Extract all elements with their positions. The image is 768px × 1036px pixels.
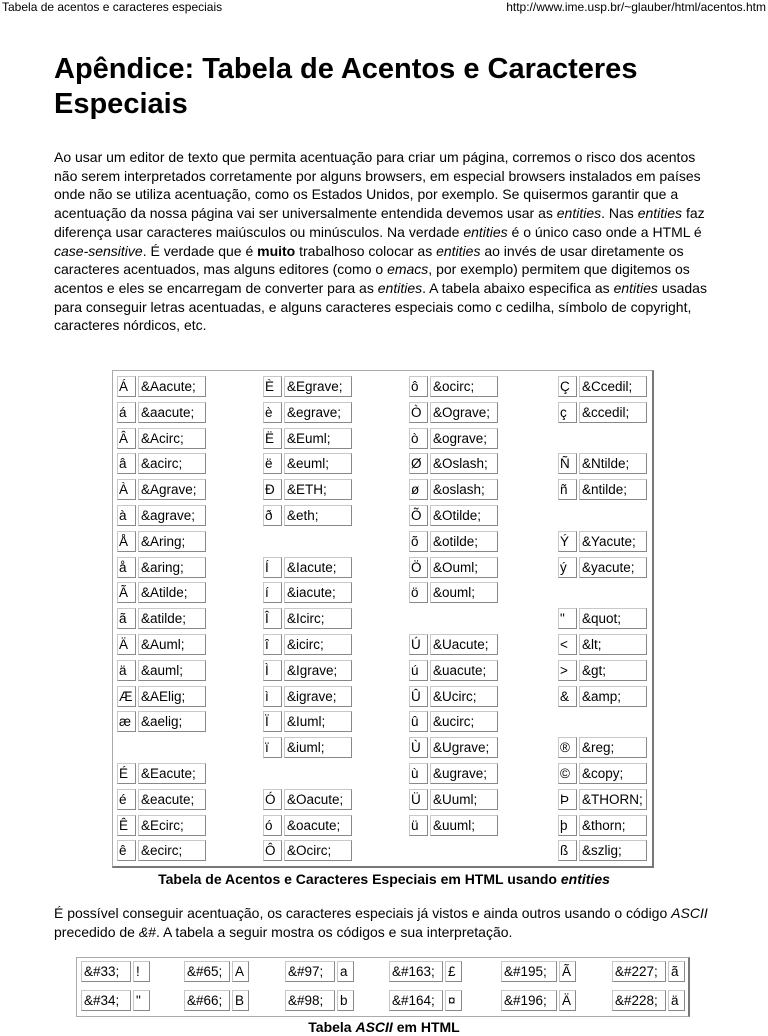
entity-character: Â — [117, 428, 136, 449]
ascii-table-row — [77, 988, 688, 1014]
entity-character: ñ — [558, 479, 577, 500]
entity-character: ì — [263, 686, 282, 707]
intro-segment: entities — [556, 205, 602, 222]
entity-character: Ò — [409, 402, 428, 423]
entity-code: &Eacute; — [138, 763, 206, 784]
entity-character: ß — [558, 840, 577, 861]
entity-table-row — [113, 658, 652, 684]
entity-character: Ê — [117, 815, 136, 836]
entity-character: ú — [409, 660, 428, 681]
entity-character: î — [263, 634, 282, 655]
entity-code: &ETH; — [284, 479, 352, 500]
ascii-code: &#97; — [285, 961, 335, 982]
entity-code: &uacute; — [430, 660, 498, 681]
entity-code: &Ouml; — [430, 557, 498, 578]
entity-code: &uuml; — [430, 815, 498, 836]
entity-character: ö — [409, 582, 428, 603]
entity-code: &Icirc; — [284, 608, 352, 629]
ascii-code: &#227; — [612, 961, 666, 982]
ascii-character: b — [337, 990, 354, 1011]
entity-code: &gt; — [579, 660, 647, 681]
ascii-code: &#34; — [81, 990, 131, 1011]
ascii-code: &#66; — [184, 990, 230, 1011]
entity-code: &Atilde; — [138, 582, 206, 603]
entity-code: &ugrave; — [430, 763, 498, 784]
entity-code: &Acirc; — [138, 428, 206, 449]
ascii-code: &#196; — [501, 990, 557, 1011]
intro-segment: Ao usar um editor de texto que permita acentuação para criar um página, corremos o risco dos acentos não serem interpretados corretamente por alguns browsers, em especial browsers instalados em países onde não se utiliza acentuação, como os Estados Unidos, por exemplo. Se quisermos garantir que a acentuação da nossa página vai ser universalmente entendida devemos usar as — [54, 149, 701, 222]
ascii-character: ä — [668, 990, 685, 1011]
ascii-character: ! — [133, 961, 150, 982]
entity-code: &aacute; — [138, 402, 206, 423]
para2-segment: &# — [138, 923, 156, 940]
entity-code: &Aacute; — [138, 376, 206, 397]
entity-code: &Euml; — [284, 428, 352, 449]
ascii-character: £ — [445, 961, 462, 982]
intro-segment: . É verdade que é — [142, 242, 258, 259]
entity-character: > — [558, 660, 577, 681]
entity-code: &euml; — [284, 453, 352, 474]
entity-character: Ü — [409, 789, 428, 810]
entity-character: Ö — [409, 557, 428, 578]
entity-code: &igrave; — [284, 686, 352, 707]
ascii-code: &#33; — [81, 961, 131, 982]
entity-character: ù — [409, 763, 428, 784]
entity-code: &icirc; — [284, 634, 352, 655]
entity-table-row — [113, 400, 652, 426]
entity-code: &copy; — [579, 763, 647, 784]
entity-table-row — [113, 426, 652, 452]
entity-character: Î — [263, 608, 282, 629]
entity-character: © — [558, 763, 577, 784]
entity-character: Ã — [117, 582, 136, 603]
ascii-code: &#98; — [285, 990, 335, 1011]
entity-character: & — [558, 686, 577, 707]
entity-code: &ntilde; — [579, 479, 647, 500]
entity-code: &ucirc; — [430, 711, 498, 732]
entity-table-row — [113, 684, 652, 710]
entity-code: &oacute; — [284, 815, 352, 836]
entity-code: &Oslash; — [430, 453, 498, 474]
entity-character: À — [117, 479, 136, 500]
entity-code: &Igrave; — [284, 660, 352, 681]
entity-character: Ó — [263, 789, 282, 810]
entity-code: &THORN; — [579, 789, 647, 810]
entity-code: &Ucirc; — [430, 686, 498, 707]
entity-character: Ï — [263, 711, 282, 732]
entity-character: Ä — [117, 634, 136, 655]
ascii-code: &#228; — [612, 990, 666, 1011]
entity-code: &oslash; — [430, 479, 498, 500]
entity-table-row — [113, 838, 652, 864]
intro-segment: entities — [377, 279, 423, 296]
ascii-character: A — [232, 961, 249, 982]
entity-character: Ç — [558, 376, 577, 397]
ascii-character: a — [337, 961, 354, 982]
para2-segment: precedido de — [54, 923, 139, 940]
page-heading: Apêndice: Tabela de Acentos e Caracteres Especiais — [54, 53, 638, 120]
entity-character: ã — [117, 608, 136, 629]
ascii-code: &#65; — [184, 961, 230, 982]
entity-code: &ograve; — [430, 428, 498, 449]
entity-character: ê — [117, 840, 136, 861]
intro-segment: é o único caso onde a HTML é — [507, 223, 702, 240]
entity-table-row — [113, 580, 652, 606]
entity-code: &Agrave; — [138, 479, 206, 500]
ascii-table-caption: Tabela ASCII em HTML — [308, 1019, 460, 1035]
entity-table-row — [113, 606, 652, 632]
entity-code: &Ocirc; — [284, 840, 352, 861]
entity-code: &eth; — [284, 505, 352, 526]
entity-code: &Yacute; — [579, 531, 647, 552]
entity-code: &Ntilde; — [579, 453, 647, 474]
entity-table-row — [113, 709, 652, 735]
entity-character: Ù — [409, 737, 428, 758]
entity-table-row — [113, 451, 652, 477]
entity-character: ô — [409, 376, 428, 397]
ascii-character: " — [133, 990, 150, 1011]
intro-segment: , por exemplo) permitem que digitemos os acentos e eles se encarregam de converter para as — [54, 261, 690, 296]
entity-table-row — [113, 555, 652, 581]
entity-character: ð — [263, 505, 282, 526]
intro-segment: muito — [257, 242, 296, 259]
entity-code: &ouml; — [430, 582, 498, 603]
intro-segment: . Nas — [601, 205, 638, 222]
entity-table-row — [113, 529, 652, 555]
entity-code: &iuml; — [284, 737, 352, 758]
entity-character: Ð — [263, 479, 282, 500]
para2-segment: É possível conseguir acentuação, os caracteres especiais já vistos e ainda outros usando o código — [54, 905, 672, 921]
entity-code: &thorn; — [579, 815, 647, 836]
entity-table-row — [113, 761, 652, 787]
entity-code: &Otilde; — [430, 505, 498, 526]
entity-code: &Egrave; — [284, 376, 352, 397]
entity-character: á — [117, 402, 136, 423]
entity-character: ø — [409, 479, 428, 500]
entity-code: &reg; — [579, 737, 647, 758]
intro-segment: entities — [613, 279, 658, 296]
para2-segment: ASCII — [671, 905, 708, 921]
entity-character: ü — [409, 815, 428, 836]
intro-segment: entities — [463, 223, 508, 240]
entity-code: &Ugrave; — [430, 737, 498, 758]
entity-code: &amp; — [579, 686, 647, 707]
para2-segment: . A tabela a seguir mostra os códigos e sua interpretação. — [155, 923, 513, 940]
entity-character: é — [117, 789, 136, 810]
ascii-intro-paragraph — [54, 904, 716, 941]
entity-character: Ý — [558, 531, 577, 552]
entity-code: &atilde; — [138, 608, 206, 629]
entity-character: å — [117, 557, 136, 578]
intro-segment: . A tabela abaixo especifica as — [422, 279, 614, 296]
entity-code: &auml; — [138, 660, 206, 681]
entity-code: &Auml; — [138, 634, 206, 655]
entity-character: Å — [117, 531, 136, 552]
entity-character: à — [117, 505, 136, 526]
entity-code: &Ecirc; — [138, 815, 206, 836]
entity-code: &Ograve; — [430, 402, 498, 423]
entity-character: õ — [409, 531, 428, 552]
entity-character: â — [117, 453, 136, 474]
intro-segment: ao invés de usar diretamente os caracteres acentuados, mas alguns editores (como o — [54, 242, 684, 278]
entity-table — [112, 370, 654, 868]
entity-character: í — [263, 582, 282, 603]
intro-segment: faz diferença usar caracteres maiúsculos ou minúsculos. Na verdade — [54, 205, 705, 240]
entity-character: È — [263, 376, 282, 397]
intro-segment: trabalhoso colocar as — [295, 242, 437, 259]
entity-code: &lt; — [579, 634, 647, 655]
entity-character: " — [558, 608, 577, 629]
entity-character: É — [117, 763, 136, 784]
entity-character: Û — [409, 686, 428, 707]
intro-paragraph — [54, 148, 716, 335]
ascii-character: Ã — [559, 961, 576, 982]
entity-character: ä — [117, 660, 136, 681]
entity-character: ® — [558, 737, 577, 758]
entity-character: ý — [558, 557, 577, 578]
intro-segment: emacs — [387, 261, 429, 278]
entity-code: &aring; — [138, 557, 206, 578]
entity-character: Í — [263, 557, 282, 578]
entity-code: &ocirc; — [430, 376, 498, 397]
entity-character: è — [263, 402, 282, 423]
entity-code: &Iacute; — [284, 557, 352, 578]
ascii-character: ã — [668, 961, 685, 982]
entity-character: Ë — [263, 428, 282, 449]
entity-table-row — [113, 374, 652, 400]
entity-table-row — [113, 503, 652, 529]
entity-code: &Iuml; — [284, 711, 352, 732]
entity-code: &ccedil; — [579, 402, 647, 423]
intro-segment: entities — [436, 242, 481, 259]
entity-code: &Aring; — [138, 531, 206, 552]
entity-character: Ú — [409, 634, 428, 655]
entity-code: &aelig; — [138, 711, 206, 732]
ascii-code: &#195; — [501, 961, 557, 982]
entity-table-caption: Tabela de Acentos e Caracteres Especiais em HTML usando entities — [158, 871, 610, 887]
entity-character: ë — [263, 453, 282, 474]
entity-character: Õ — [409, 505, 428, 526]
entity-code: &Ccedil; — [579, 376, 647, 397]
entity-table-row — [113, 632, 652, 658]
entity-code: &egrave; — [284, 402, 352, 423]
entity-character: Ì — [263, 660, 282, 681]
entity-table-row — [113, 787, 652, 813]
ascii-code: &#163; — [389, 961, 443, 982]
entity-table-row — [113, 477, 652, 503]
entity-character: Ô — [263, 840, 282, 861]
ascii-code: &#164; — [389, 990, 443, 1011]
entity-code: &otilde; — [430, 531, 498, 552]
intro-segment: entities — [637, 205, 683, 222]
entity-character: ò — [409, 428, 428, 449]
ascii-character: B — [232, 990, 249, 1011]
entity-code: &quot; — [579, 608, 647, 629]
page-url: http://www.ime.usp.br/~glauber/html/acentos.htm — [506, 0, 766, 14]
browser-page-title: Tabela de acentos e caracteres especiais — [2, 0, 223, 14]
entity-code: &ecirc; — [138, 840, 206, 861]
entity-character: û — [409, 711, 428, 732]
intro-segment: case-sensitive — [54, 242, 143, 259]
entity-character: Ø — [409, 453, 428, 474]
entity-code: &AElig; — [138, 686, 206, 707]
entity-character: Æ — [117, 686, 136, 707]
entity-table-row — [113, 813, 652, 839]
entity-code: &Oacute; — [284, 789, 352, 810]
ascii-table — [76, 957, 690, 1017]
entity-character: < — [558, 634, 577, 655]
entity-code: &yacute; — [579, 557, 647, 578]
ascii-character: Ä — [559, 990, 576, 1011]
entity-character: ó — [263, 815, 282, 836]
entity-table-row — [113, 735, 652, 761]
entity-code: &Uacute; — [430, 634, 498, 655]
ascii-table-row — [77, 959, 688, 985]
entity-character: ï — [263, 737, 282, 758]
entity-character: æ — [117, 711, 136, 732]
entity-code: &szlig; — [579, 840, 647, 861]
entity-character: Þ — [558, 789, 577, 810]
entity-character: Ñ — [558, 453, 577, 474]
entity-code: &iacute; — [284, 582, 352, 603]
entity-code: &eacute; — [138, 789, 206, 810]
entity-code: &acirc; — [138, 453, 206, 474]
entity-code: &Uuml; — [430, 789, 498, 810]
entity-character: Á — [117, 376, 136, 397]
entity-character: þ — [558, 815, 577, 836]
entity-character: ç — [558, 402, 577, 423]
ascii-character: ¤ — [445, 990, 462, 1011]
entity-code: &agrave; — [138, 505, 206, 526]
intro-segment: usadas para conseguir letras acentuadas, e alguns caracteres especiais como c cedilha, símbolo de copyright, caracteres nórdicos, etc. — [54, 279, 707, 334]
